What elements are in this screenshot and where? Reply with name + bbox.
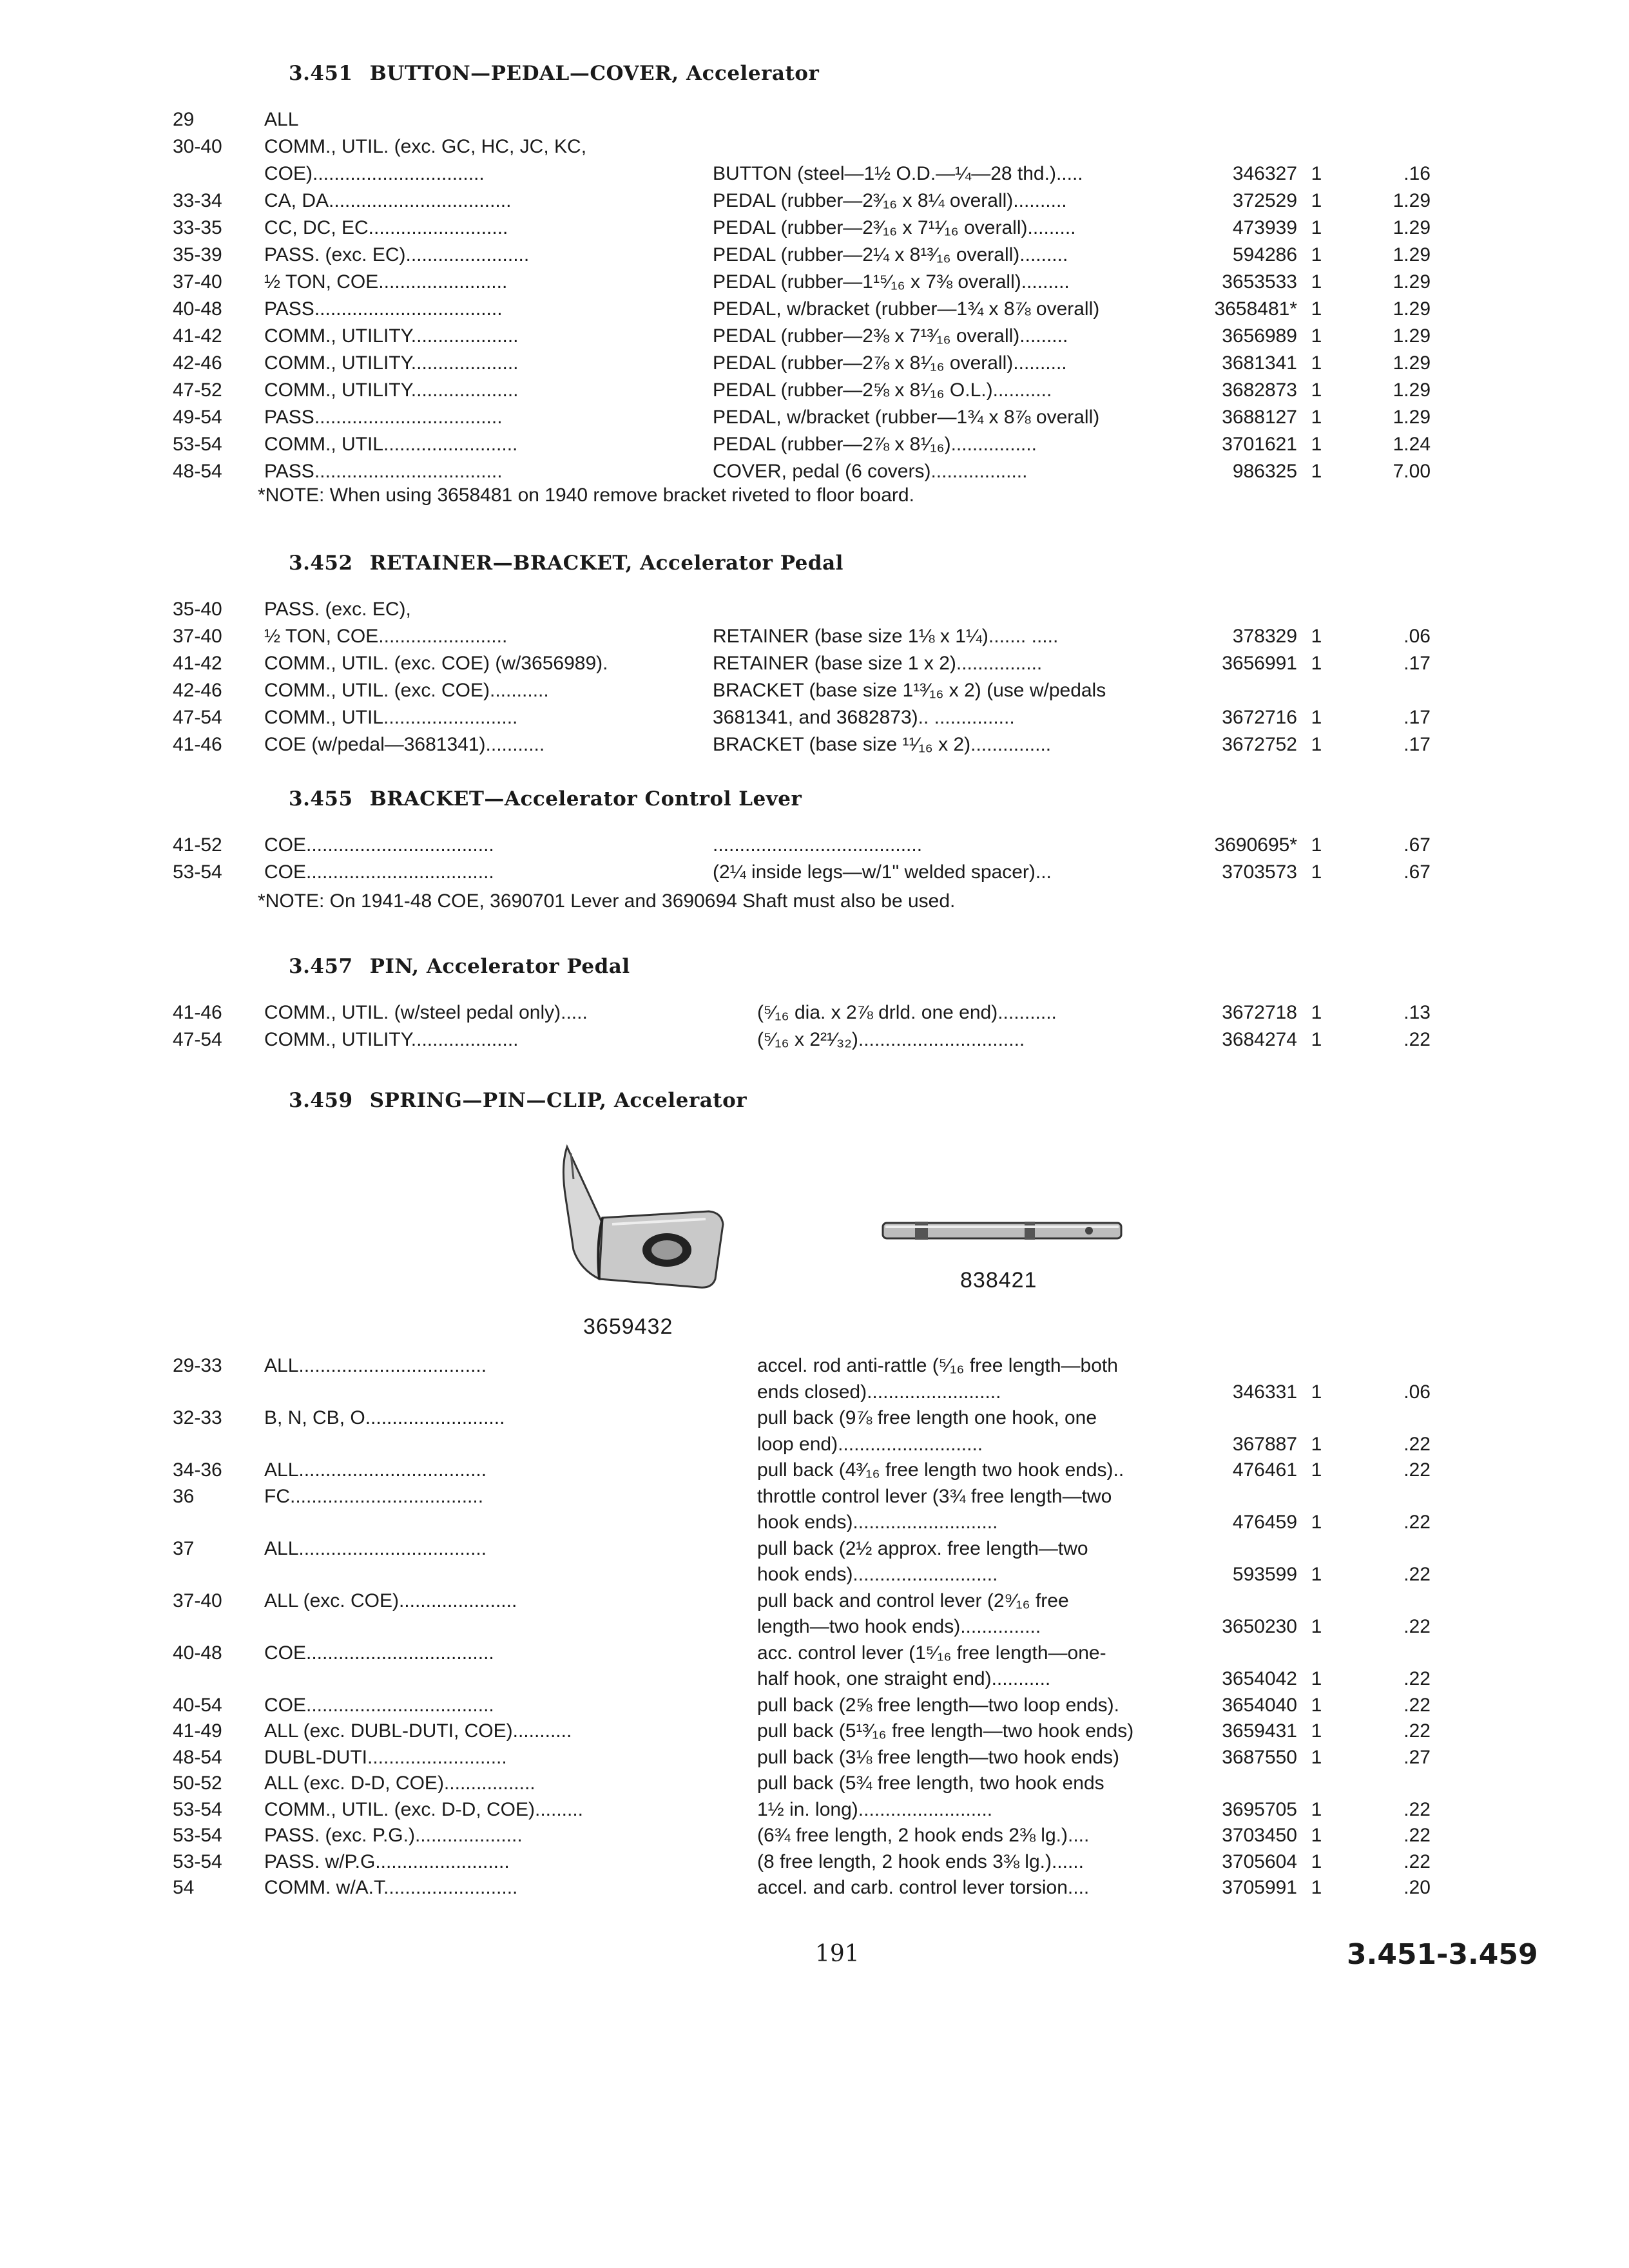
table-row [0,378,1629,403]
description-cell: (⁵⁄₁₆ dia. x 2⅞ drld. one end)........... [757,1002,1057,1023]
model-cell: CC, DC, EC.......................... [264,217,508,238]
description-cell: RETAINER (base size 1 x 2)................ [713,653,1043,674]
table-row [0,351,1629,376]
model-cell: COMM., UTILITY.................... [264,380,519,401]
description-cell: pull back (5¹³⁄₁₆ free length—two hook ends) [757,1720,1134,1742]
year-cell: 49-54 [173,407,222,428]
model-cell: PASS. (exc. EC), [264,599,411,620]
quantity-cell: 1 [1311,244,1322,265]
price-cell: .22 [1403,1512,1431,1533]
quantity-cell: 1 [1311,1512,1322,1533]
price-cell: .06 [1403,1381,1431,1403]
part-number-cell: 3703450 [1222,1825,1297,1846]
part-number-cell: 3650230 [1222,1616,1297,1637]
table-row [0,242,1629,268]
table-row [0,1457,1629,1483]
model-cell: ALL (exc. COE)...................... [264,1590,517,1611]
quantity-cell: 1 [1311,1694,1322,1716]
table-row [0,1405,1629,1431]
price-cell: 1.29 [1393,190,1431,211]
description-cell: PEDAL (rubber—2⅞ x 8¹⁄₁₆ overall).......... [713,352,1067,374]
part-number-cell: 3653533 [1222,271,1297,293]
year-cell: 41-42 [173,653,222,674]
table-row [0,732,1629,758]
table-row [0,1027,1629,1053]
model-cell: PASS. w/P.G......................... [264,1850,510,1872]
quantity-cell: 1 [1311,834,1322,856]
section-note: *NOTE: On 1941-48 COE, 3690701 Lever and 3690694 Shaft must also be used. [258,890,956,912]
year-cell: 36 [173,1485,195,1507]
part-number-cell: 3703573 [1222,861,1297,883]
table-row [0,1771,1629,1796]
quantity-cell: 1 [1311,1825,1322,1846]
description-cell: half hook, one straight end)........... [757,1668,1051,1689]
part-number-cell: 3705604 [1222,1850,1297,1872]
price-cell: .67 [1403,861,1431,883]
model-cell: COMM., UTIL......................... [264,434,518,455]
quantity-cell: 1 [1311,1746,1322,1768]
section-title [289,1089,747,1112]
price-cell: .16 [1403,163,1431,184]
table-row [0,1432,1629,1457]
price-cell: .22 [1403,1668,1431,1689]
quantity-cell: 1 [1311,1459,1322,1481]
section-heading: BRACKET—Accelerator Control Lever [369,787,802,811]
description-cell: acc. control lever (1⁵⁄₁₆ free length—one- [757,1642,1106,1664]
table-row [0,1614,1629,1640]
model-cell: COMM., UTIL. (exc. COE) (w/3656989). [264,653,608,674]
quantity-cell: 1 [1311,1433,1322,1455]
part-number-cell: 3688127 [1222,407,1297,428]
part-number-cell: 476459 [1232,1512,1297,1533]
model-cell: PASS................................... [264,407,503,428]
table-row [0,107,1629,133]
table-row [0,188,1629,214]
quantity-cell: 1 [1311,434,1322,455]
price-cell: .22 [1403,1029,1431,1050]
model-cell: ALL................................... [264,1537,487,1559]
description-cell: ....................................... [713,834,923,856]
part-number-cell: 3672752 [1222,734,1297,755]
year-cell: 53-54 [173,1850,222,1872]
quantity-cell: 1 [1311,1877,1322,1898]
description-cell: PEDAL (rubber—2¼ x 8¹³⁄₁₆ overall)......... [713,244,1068,265]
year-cell: 33-34 [173,190,222,211]
price-cell: 7.00 [1393,461,1431,482]
quantity-cell: 1 [1311,707,1322,728]
table-row [0,1000,1629,1026]
model-cell: COE................................... [264,861,494,883]
price-cell: .17 [1403,707,1431,728]
quantity-cell: 1 [1311,734,1322,755]
part-number-cell: 3656989 [1222,325,1297,347]
year-cell: 47-54 [173,707,222,728]
year-cell: 40-48 [173,1642,222,1664]
section-range: 3.451-3.459 [1347,1938,1538,1971]
year-cell: 37-40 [173,626,222,647]
table-row [0,1745,1629,1771]
description-cell: 1½ in. long)......................... [757,1798,993,1820]
model-cell: PASS. (exc. EC)....................... [264,244,530,265]
table-row [0,1484,1629,1510]
price-cell: 1.29 [1393,244,1431,265]
table-row [0,134,1629,160]
quantity-cell: 1 [1311,1850,1322,1872]
table-row [0,1718,1629,1744]
description-cell: hook ends)........................... [757,1564,998,1585]
description-cell: pull back (2⅝ free length—two loop ends). [757,1694,1119,1716]
year-cell: 40-48 [173,298,222,320]
price-cell: .22 [1403,1798,1431,1820]
model-cell: COMM., UTILITY.................... [264,325,519,347]
part-number-cell: 3658481* [1214,298,1297,320]
part-number-cell: 3687550 [1222,1746,1297,1768]
model-cell: COE (w/pedal—3681341)........... [264,734,545,755]
quantity-cell: 1 [1311,217,1322,238]
table-row [0,323,1629,349]
model-cell: PASS................................... [264,298,503,320]
quantity-cell: 1 [1311,163,1322,184]
price-cell: .22 [1403,1433,1431,1455]
description-cell: PEDAL (rubber—1¹⁵⁄₁₆ x 7⅜ overall)......... [713,271,1070,293]
quantity-cell: 1 [1311,1668,1322,1689]
table-row [0,678,1629,704]
table-row [0,405,1629,430]
year-cell: 53-54 [173,1798,222,1820]
table-row [0,1666,1629,1692]
table-row [0,215,1629,241]
price-cell: 1.29 [1393,298,1431,320]
part-number-cell: 346331 [1232,1381,1297,1403]
model-cell: ALL (exc. DUBL-DUTI, COE)........... [264,1720,572,1742]
table-row [0,269,1629,295]
description-cell: BUTTON (steel—1½ O.D.—¼—28 thd.)..... [713,163,1083,184]
section-number: 3.455 [289,787,353,811]
year-cell: 37-40 [173,271,222,293]
price-cell: .13 [1403,1002,1431,1023]
description-cell: accel. and carb. control lever torsion.... [757,1877,1090,1898]
description-cell: ends closed)......................... [757,1381,1001,1403]
section-title [289,62,819,85]
model-cell: COMM., UTILITY.................... [264,1029,519,1050]
year-cell: 41-49 [173,1720,222,1742]
part-number-cell: 367887 [1232,1433,1297,1455]
price-cell: .22 [1403,1694,1431,1716]
table-row [0,1510,1629,1535]
part-number-cell: 3654040 [1222,1694,1297,1716]
section-number: 3.452 [289,552,353,575]
price-cell: .22 [1403,1459,1431,1481]
bracket-clip-illustration [554,1140,747,1295]
part-number-cell: 3695705 [1222,1798,1297,1820]
year-cell: 41-46 [173,734,222,755]
model-cell: COMM., UTIL. (exc. D-D, COE)......... [264,1798,584,1820]
quantity-cell: 1 [1311,1720,1322,1742]
section-number: 3.457 [289,955,353,978]
table-row [0,832,1629,858]
table-row [0,296,1629,322]
model-cell: COE................................... [264,834,494,856]
model-cell: FC.................................... [264,1485,484,1507]
year-cell: 34-36 [173,1459,222,1481]
description-cell: accel. rod anti-rattle (⁵⁄₁₆ free length—both [757,1355,1118,1376]
section-heading: SPRING—PIN—CLIP, Accelerator [369,1089,747,1112]
model-cell: COMM., UTILITY.................... [264,352,519,374]
part-number-cell: 473939 [1232,217,1297,238]
part-number-cell: 3659431 [1222,1720,1297,1742]
part-number-cell: 346327 [1232,163,1297,184]
model-cell: PASS................................... [264,461,503,482]
model-cell: B, N, CB, O.......................... [264,1407,505,1428]
quantity-cell: 1 [1311,190,1322,211]
price-cell: .67 [1403,834,1431,856]
part-number-cell: 3705991 [1222,1877,1297,1898]
year-cell: 35-40 [173,599,222,620]
pin-part-label: 838421 [960,1268,1037,1293]
description-cell: length—two hook ends)............... [757,1616,1041,1637]
description-cell: PEDAL (rubber—2³⁄₁₆ x 8¼ overall).......... [713,190,1067,211]
year-cell: 37 [173,1537,195,1559]
part-number-cell: 986325 [1232,461,1297,482]
price-cell: .17 [1403,734,1431,755]
part-number-cell: 593599 [1232,1564,1297,1585]
description-cell: pull back and control lever (2⁹⁄₁₆ free [757,1590,1069,1611]
section-heading: PIN, Accelerator Pedal [369,955,630,978]
year-cell: 53-54 [173,861,222,883]
part-number-cell: 3684274 [1222,1029,1297,1050]
model-cell: COMM., UTIL. (exc. COE)........... [264,680,549,701]
section-number: 3.451 [289,62,353,85]
section-heading: BUTTON—PEDAL—COVER, Accelerator [369,62,820,85]
table-row [0,1379,1629,1405]
section-title [289,552,843,575]
table-row [0,161,1629,187]
quantity-cell: 1 [1311,1029,1322,1050]
quantity-cell: 1 [1311,1798,1322,1820]
year-cell: 42-46 [173,352,222,374]
part-number-cell: 3681341 [1222,352,1297,374]
price-cell: .06 [1403,626,1431,647]
year-cell: 53-54 [173,434,222,455]
price-cell: .22 [1403,1850,1431,1872]
description-cell: pull back (4³⁄₁₆ free length two hook ends).. [757,1459,1124,1481]
table-row [0,1588,1629,1614]
model-cell: COMM., UTIL. (exc. GC, HC, JC, KC, [264,136,587,157]
table-row [0,1536,1629,1562]
year-cell: 41-52 [173,834,222,856]
description-cell: (2¼ inside legs—w/1" welded spacer)... [713,861,1052,883]
description-cell: 3681341, and 3682873).. ............... [713,707,1015,728]
price-cell: 1.29 [1393,407,1431,428]
description-cell: (⁵⁄₁₆ x 2²¹⁄₃₂)............................... [757,1029,1025,1050]
year-cell: 33-35 [173,217,222,238]
quantity-cell: 1 [1311,352,1322,374]
description-cell: PEDAL (rubber—2⅜ x 7¹³⁄₁₆ overall)......... [713,325,1068,347]
description-cell: pull back (9⅞ free length one hook, one [757,1407,1097,1428]
year-cell: 42-46 [173,680,222,701]
quantity-cell: 1 [1311,1002,1322,1023]
part-number-cell: 3682873 [1222,380,1297,401]
quantity-cell: 1 [1311,626,1322,647]
price-cell: .17 [1403,653,1431,674]
year-cell: 29-33 [173,1355,222,1376]
year-cell: 30-40 [173,136,222,157]
quantity-cell: 1 [1311,325,1322,347]
table-row [0,432,1629,457]
model-cell: DUBL-DUTI.......................... [264,1746,507,1768]
quantity-cell: 1 [1311,1564,1322,1585]
part-number-cell: 594286 [1232,244,1297,265]
price-cell: 1.24 [1393,434,1431,455]
model-cell: COMM. w/A.T......................... [264,1877,518,1898]
part-number-cell: 3654042 [1222,1668,1297,1689]
page-number: 191 [815,1941,860,1967]
description-cell: pull back (3⅛ free length—two hook ends) [757,1746,1119,1768]
table-row [0,1797,1629,1823]
price-cell: 1.29 [1393,217,1431,238]
table-row [0,651,1629,677]
price-cell: 1.29 [1393,271,1431,293]
price-cell: .22 [1403,1616,1431,1637]
description-cell: hook ends)........................... [757,1512,998,1533]
table-row [0,624,1629,649]
description-cell: RETAINER (base size 1⅛ x 1¼)....... ..... [713,626,1059,647]
year-cell: 53-54 [173,1825,222,1846]
description-cell: PEDAL (rubber—2⅝ x 8¹⁄₁₆ O.L.)........... [713,380,1052,401]
part-number-cell: 3672716 [1222,707,1297,728]
description-cell: COVER, pedal (6 covers).................. [713,461,1028,482]
year-cell: 47-54 [173,1029,222,1050]
price-cell: 1.29 [1393,352,1431,374]
description-cell: loop end)........................... [757,1433,983,1455]
quantity-cell: 1 [1311,271,1322,293]
quantity-cell: 1 [1311,653,1322,674]
year-cell: 48-54 [173,461,222,482]
year-cell: 35-39 [173,244,222,265]
price-cell: .27 [1403,1746,1431,1768]
table-row [0,1849,1629,1875]
table-row [0,860,1629,885]
pin-illustration [876,1211,1134,1250]
section-title [289,787,802,811]
part-number-cell: 3690695* [1214,834,1297,856]
description-cell: PEDAL, w/bracket (rubber—1¾ x 8⅞ overall) [713,298,1100,320]
description-cell: PEDAL, w/bracket (rubber—1¾ x 8⅞ overall) [713,407,1100,428]
year-cell: 41-42 [173,325,222,347]
model-cell: COMM., UTIL. (w/steel pedal only)..... [264,1002,588,1023]
bracket-part-label: 3659432 [583,1314,673,1339]
price-cell: .22 [1403,1564,1431,1585]
description-cell: throttle control lever (3¾ free length—two [757,1485,1112,1507]
quantity-cell: 1 [1311,380,1322,401]
model-cell: ALL (exc. D-D, COE)................. [264,1773,535,1794]
model-cell: CA, DA.................................. [264,190,512,211]
section-note: *NOTE: When using 3658481 on 1940 remove bracket riveted to floor board. [258,485,914,506]
part-number-cell: 372529 [1232,190,1297,211]
table-row [0,459,1629,485]
model-cell: ALL................................... [264,1459,487,1481]
model-cell: COE................................... [264,1642,494,1664]
table-row [0,705,1629,731]
section-heading: RETAINER—BRACKET, Accelerator Pedal [369,552,843,575]
table-row [0,1353,1629,1379]
description-cell: BRACKET (base size 1¹³⁄₁₆ x 2) (use w/pedals [713,680,1106,701]
description-cell: pull back (5¾ free length, two hook ends [757,1773,1104,1794]
year-cell: 40-54 [173,1694,222,1716]
model-cell: COE)................................ [264,163,485,184]
table-row [0,1875,1629,1901]
section-number: 3.459 [289,1089,353,1112]
model-cell: COE................................... [264,1694,494,1716]
model-cell: ALL [264,109,299,130]
model-cell: ½ TON, COE........................ [264,271,508,293]
year-cell: 29 [173,109,195,130]
quantity-cell: 1 [1311,461,1322,482]
model-cell: COMM., UTIL......................... [264,707,518,728]
year-cell: 54 [173,1877,195,1898]
year-cell: 48-54 [173,1746,222,1768]
price-cell: .20 [1403,1877,1431,1898]
quantity-cell: 1 [1311,407,1322,428]
quantity-cell: 1 [1311,1381,1322,1403]
price-cell: .22 [1403,1720,1431,1742]
table-row [0,1640,1629,1666]
description-cell: PEDAL (rubber—2³⁄₁₆ x 7¹¹⁄₁₆ overall)......... [713,217,1076,238]
description-cell: PEDAL (rubber—2⅞ x 8¹⁄₁₆)................ [713,434,1037,455]
price-cell: .22 [1403,1825,1431,1846]
quantity-cell: 1 [1311,861,1322,883]
table-row [0,1562,1629,1588]
section-title [289,955,630,978]
table-row [0,597,1629,622]
year-cell: 37-40 [173,1590,222,1611]
year-cell: 47-52 [173,380,222,401]
year-cell: 41-46 [173,1002,222,1023]
description-cell: BRACKET (base size ¹¹⁄₁₆ x 2)............... [713,734,1052,755]
year-cell: 50-52 [173,1773,222,1794]
part-number-cell: 378329 [1232,626,1297,647]
description-cell: pull back (2½ approx. free length—two [757,1537,1088,1559]
model-cell: ½ TON, COE........................ [264,626,508,647]
quantity-cell: 1 [1311,1616,1322,1637]
year-cell: 32-33 [173,1407,222,1428]
price-cell: 1.29 [1393,380,1431,401]
description-cell: (6¾ free length, 2 hook ends 2⅜ lg.).... [757,1825,1090,1846]
table-row [0,1693,1629,1718]
model-cell: PASS. (exc. P.G.).................... [264,1825,523,1846]
part-number-cell: 476461 [1232,1459,1297,1481]
price-cell: 1.29 [1393,325,1431,347]
quantity-cell: 1 [1311,298,1322,320]
part-number-cell: 3701621 [1222,434,1297,455]
part-number-cell: 3656991 [1222,653,1297,674]
model-cell: ALL................................... [264,1355,487,1376]
description-cell: (8 free length, 2 hook ends 3⅜ lg.)...... [757,1850,1084,1872]
table-row [0,1823,1629,1849]
part-number-cell: 3672718 [1222,1002,1297,1023]
